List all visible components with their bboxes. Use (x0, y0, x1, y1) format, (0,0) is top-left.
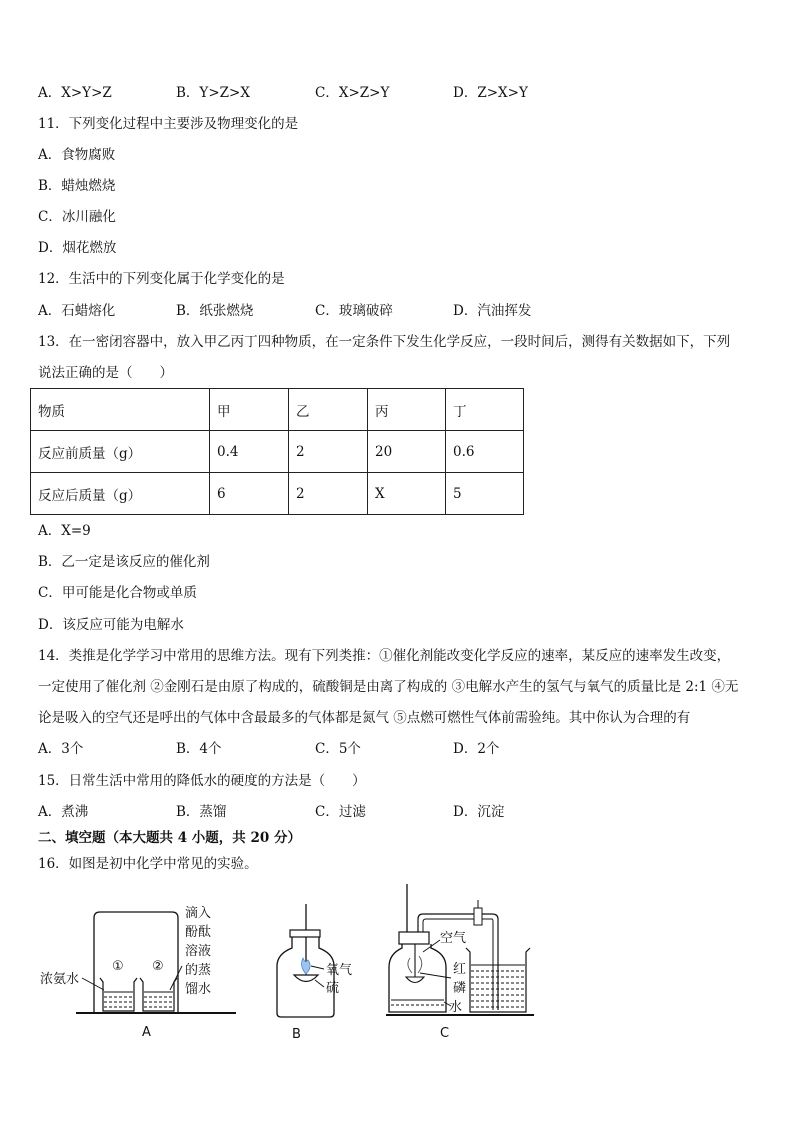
q11-stem: 11．下列变化过程中主要涉及物理变化的是 (38, 116, 299, 132)
q14-option-d: D．2个 (453, 741, 500, 757)
q14-option-a: A．3个 (38, 741, 84, 757)
q11-option-c: C．冰川融化 (38, 209, 116, 225)
fig-c-phosphorus-label-2: 磷 (453, 981, 467, 996)
table-row (31, 473, 524, 515)
figure-b-apparatus (277, 904, 334, 1017)
fig-a-ammonia-label: 浓氨水 (40, 972, 80, 987)
q12-option-b: B．纸张燃烧 (176, 303, 254, 319)
table-header-cell: 甲 (210, 389, 289, 431)
fig-a-cup1-label: ① (112, 959, 124, 974)
table-header-cell: 物质 (31, 389, 210, 431)
table-cell: 0.4 (210, 431, 289, 473)
table-cell: 0.6 (446, 431, 524, 473)
q12-stem: 12．生活中的下列变化属于化学变化的是 (38, 271, 285, 287)
q13-stem-line2: 说法正确的是（ ） (38, 365, 173, 381)
q12-option-d: D．汽油挥发 (453, 303, 532, 319)
fig-a-phenol-label-4: 的蒸 (185, 963, 212, 978)
q12-option-a: A．石蜡熔化 (38, 303, 116, 319)
q13-data-table (30, 388, 524, 515)
fig-b-label: B (292, 1027, 301, 1042)
table-header-cell: 丙 (368, 389, 446, 431)
fig-c-air-label: 空气 (440, 931, 467, 946)
q10-option-a: A．X>Y>Z (38, 85, 112, 101)
q10-option-b: B．Y>Z>X (176, 85, 250, 101)
table-cell: 反应前质量（g） (31, 431, 210, 473)
q11-option-a: A．食物腐败 (38, 147, 116, 163)
table-cell: X (368, 473, 446, 515)
q14-option-c: C．5个 (315, 741, 361, 757)
fig-a-phenol-label-5: 馏水 (185, 982, 212, 997)
q15-option-c: C．过滤 (315, 804, 366, 820)
table-cell: 2 (289, 431, 368, 473)
q10-option-d: D．Z>X>Y (453, 85, 528, 101)
q10-option-c: C．X>Z>Y (315, 85, 390, 101)
q14-stem-line2: 一定使用了催化剂 ②金刚石是由原了构成的，硫酸铜是由离了构成的 ③电解水产生的氢气与氧气的质量比是 2:1 ④无 (38, 679, 739, 695)
q15-stem: 15．日常生活中常用的降低水的硬度的方法是（ ） (38, 773, 366, 789)
fig-b-oxygen-label: 氧气 (326, 963, 353, 978)
section-title: 二、填空题（本大题共 4 小题，共 20 分） (38, 830, 301, 846)
q13-option-a: A．X=9 (38, 523, 91, 539)
table-header-cell: 丁 (446, 389, 524, 431)
q12-option-c: C．玻璃破碎 (315, 303, 393, 319)
q11-option-d: D．烟花燃放 (38, 240, 117, 256)
q13-option-c: C．甲可能是化合物或单质 (38, 585, 197, 601)
q16-stem: 16．如图是初中化学中常见的实验。 (38, 856, 258, 872)
q14-option-b: B．4个 (176, 741, 222, 757)
table-cell: 反应后质量（g） (31, 473, 210, 515)
table-row (31, 431, 524, 473)
q11-option-b: B．蜡烛燃烧 (38, 178, 116, 194)
table-cell: 5 (446, 473, 524, 515)
q15-option-a: A．煮沸 (38, 804, 89, 820)
q14-stem-line3: 论是吸入的空气还是呼出的气体中含最最多的气体都是氮气 ⑤点燃可燃性气体前需验纯。其中你认为合理的有 (38, 710, 691, 726)
q15-option-b: B．蒸馏 (176, 804, 227, 820)
table-cell: 6 (210, 473, 289, 515)
fig-c-label: C (440, 1026, 450, 1041)
table-header-row (31, 389, 524, 431)
fig-a-label: A (142, 1025, 151, 1040)
q13-option-b: B．乙一定是该反应的催化剂 (38, 554, 210, 570)
experiment-figures (0, 870, 794, 1050)
table-cell: 2 (289, 473, 368, 515)
fig-a-phenol-label-2: 酚酞 (185, 925, 212, 940)
q14-stem-line1: 14．类推是化学学习中常用的思维方法。现有下列类推：①催化剂能改变化学反应的速率，某反应的速率发生改变， (38, 648, 731, 664)
fig-c-phosphorus-label-1: 红 (453, 962, 467, 977)
fig-b-sulfur-label: 硫 (326, 981, 340, 996)
table-cell: 20 (368, 431, 446, 473)
q15-option-d: D．沉淀 (453, 804, 505, 820)
fig-a-phenol-label-3: 溶液 (185, 944, 212, 959)
fig-a-cup2-label: ② (152, 959, 164, 974)
q13-stem-line1: 13．在一密闭容器中，放入甲乙丙丁四种物质，在一定条件下发生化学反应，一段时间后，测得有关数据如下，下列 (38, 334, 731, 350)
table-header-cell: 乙 (289, 389, 368, 431)
fig-c-water-label: 水 (449, 1000, 463, 1015)
fig-a-phenol-label-1: 滴入 (185, 906, 212, 921)
q13-option-d: D．该反应可能为电解水 (38, 617, 184, 633)
